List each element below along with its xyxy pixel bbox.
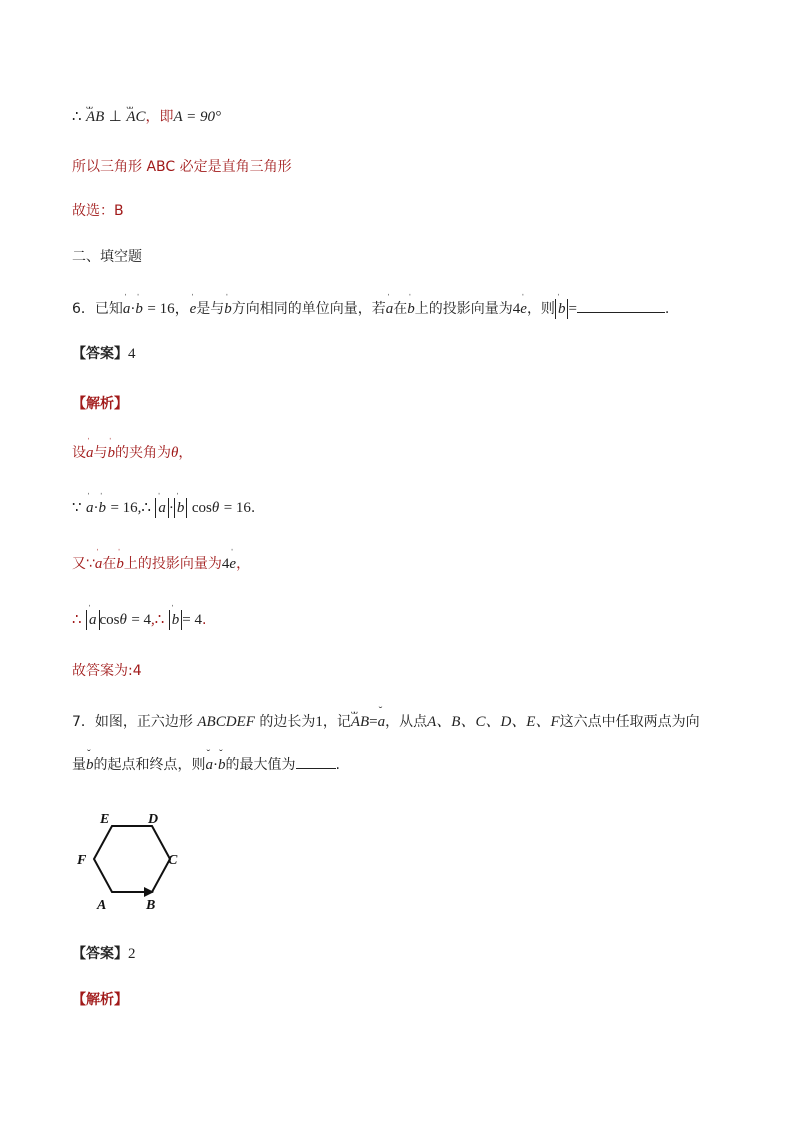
vector-a: ˈ a xyxy=(95,554,103,574)
label-f: F xyxy=(77,853,87,868)
final-answer: 故答案为:4 xyxy=(72,663,142,679)
therefore-symbol: ∴ xyxy=(72,612,82,628)
section-heading: 二、填空题 xyxy=(72,249,142,265)
abs-vector-b: ˈ b xyxy=(555,299,569,319)
conclusion-perpendicular xyxy=(72,107,221,127)
answer-7 xyxy=(72,944,136,964)
label-e: E xyxy=(100,812,110,827)
point-list: A、B、C、D、E、F xyxy=(427,714,560,730)
hexagon-shape xyxy=(94,826,170,892)
analysis-projection xyxy=(72,554,250,574)
period: . xyxy=(202,612,207,628)
text-fragment: 这六点中任取两点为向 xyxy=(559,714,700,730)
vector-a: ˇ a xyxy=(206,755,214,775)
vector-a: ˈ a xyxy=(86,498,94,518)
dot-operator: · xyxy=(213,757,218,773)
cos-function: cos xyxy=(99,612,120,628)
question-7-line-2 xyxy=(72,754,340,775)
vector-ac: ᴗᴗ AC xyxy=(126,107,145,127)
theta-symbol: θ xyxy=(119,612,127,628)
because-symbol: ∵ xyxy=(72,500,82,516)
theta-symbol: θ xyxy=(211,500,220,516)
vector-b: ˇ b xyxy=(86,755,94,775)
vector-b: ˈ b xyxy=(224,299,232,319)
therefore-symbol: ∴ xyxy=(72,109,82,125)
equation-value: = 4 xyxy=(131,612,152,628)
text-fragment: ，则 xyxy=(526,301,555,317)
text-fragment: 6．已知 xyxy=(72,301,123,317)
text-fragment: ，记 xyxy=(322,714,351,730)
equals-sign: = xyxy=(369,714,378,730)
text-fragment: 的边长为 xyxy=(259,714,316,730)
vector-b: ˈ b xyxy=(116,554,124,574)
vector-e: ˈ e xyxy=(229,554,236,574)
vector-a: ˈ a xyxy=(386,299,394,319)
hexagon-name: ABCDEF xyxy=(197,714,255,730)
text-fragment: 上的投影向量为 xyxy=(414,301,513,317)
text-fragment: 7．如图，正六边形 xyxy=(72,714,193,730)
coefficient: 4 xyxy=(512,301,521,317)
cos-function: cos xyxy=(191,500,212,516)
text-fragment: 的夹角为 xyxy=(115,445,171,461)
abs-vector-a: ˈ a xyxy=(86,610,100,630)
vector-e: ˈ e xyxy=(190,299,197,319)
vector-b: ˈ b xyxy=(135,299,143,319)
equation-value: = 4 xyxy=(182,612,203,628)
text-fragment: ， xyxy=(236,556,251,572)
analysis-label: 【解析】 xyxy=(72,396,128,412)
analysis-label: 【解析】 xyxy=(72,992,128,1008)
equation-value: = 16 xyxy=(110,500,138,516)
text-fragment: 与 xyxy=(93,445,108,461)
theta-symbol: θ xyxy=(171,445,179,461)
answer-6 xyxy=(72,344,136,364)
arrow-head-icon xyxy=(144,887,154,897)
angle-a-equation: A = 90° xyxy=(173,109,221,125)
abs-vector-b: ˈ b xyxy=(174,498,188,518)
vector-ab: ᴗᴗ AB xyxy=(86,107,104,127)
text-fragment: 在 xyxy=(393,301,408,317)
therefore-symbol: ,∴ xyxy=(151,612,165,628)
equals-sign: = xyxy=(568,301,577,317)
vector-a: ˇ a xyxy=(378,712,386,732)
question-6 xyxy=(72,298,669,319)
perp-symbol: ⊥ xyxy=(108,109,122,125)
text-fragment: ，从点 xyxy=(385,714,428,730)
answer-blank xyxy=(577,298,665,313)
question-7-line-1 xyxy=(72,712,700,732)
period: . xyxy=(664,301,670,317)
label-d: D xyxy=(148,812,159,827)
answer-value: 4 xyxy=(128,346,136,362)
vector-b: ˈ b xyxy=(407,299,415,319)
dot-operator: · xyxy=(93,500,99,516)
equation-value: = 16， xyxy=(147,301,190,317)
vector-a: ˈ a xyxy=(86,443,94,463)
text-fragment: 方向相同的单位向量，若 xyxy=(231,301,386,317)
label-b: B xyxy=(146,898,156,913)
conclusion-right-triangle: 所以三角形 ABC 必定是直角三角形 xyxy=(72,159,292,175)
coefficient: 4 xyxy=(221,556,230,572)
text-fragment: 上的投影向量为 xyxy=(123,556,222,572)
vector-a: ˈ a xyxy=(123,299,131,319)
text-fragment: 在 xyxy=(102,556,117,572)
answer-value: 2 xyxy=(128,946,136,962)
text-fragment: 量 xyxy=(72,757,86,773)
vector-b: ˇ b xyxy=(218,755,226,775)
text-fragment: ，即 xyxy=(145,109,174,125)
choice-answer: 故选：B xyxy=(72,203,124,219)
dot-operator: · xyxy=(130,301,136,317)
side-length: 1 xyxy=(315,714,323,730)
label-c: C xyxy=(168,853,178,868)
period: . xyxy=(250,500,256,516)
text-fragment: 的最大值为 xyxy=(225,757,296,773)
answer-label: 【答案】 xyxy=(72,946,128,962)
period: . xyxy=(335,757,340,773)
analysis-therefore xyxy=(72,610,206,630)
text-fragment: ， xyxy=(178,445,193,461)
abs-vector-b: ˈ b xyxy=(169,610,183,630)
analysis-because xyxy=(72,498,255,518)
therefore-symbol: ,∴ xyxy=(137,500,151,516)
vector-b: ˈ b xyxy=(108,443,116,463)
text-fragment: 是与 xyxy=(196,301,225,317)
abs-vector-a: ˈ a xyxy=(155,498,169,518)
vector-e: ˈ e xyxy=(520,299,527,319)
vector-b: ˈ b xyxy=(99,498,107,518)
hexagon-figure xyxy=(70,800,200,915)
equation-value: = 16 xyxy=(223,500,251,516)
text-fragment: 设 xyxy=(72,445,86,461)
text-fragment: 又∵ xyxy=(72,556,95,572)
label-a: A xyxy=(97,898,107,913)
dot-operator: · xyxy=(168,500,174,516)
answer-label: 【答案】 xyxy=(72,346,128,362)
answer-blank xyxy=(296,754,336,769)
text-fragment: 的起点和终点，则 xyxy=(93,757,206,773)
vector-ab: ᴗᴗ AB xyxy=(351,712,369,732)
analysis-set-angle xyxy=(72,443,192,463)
